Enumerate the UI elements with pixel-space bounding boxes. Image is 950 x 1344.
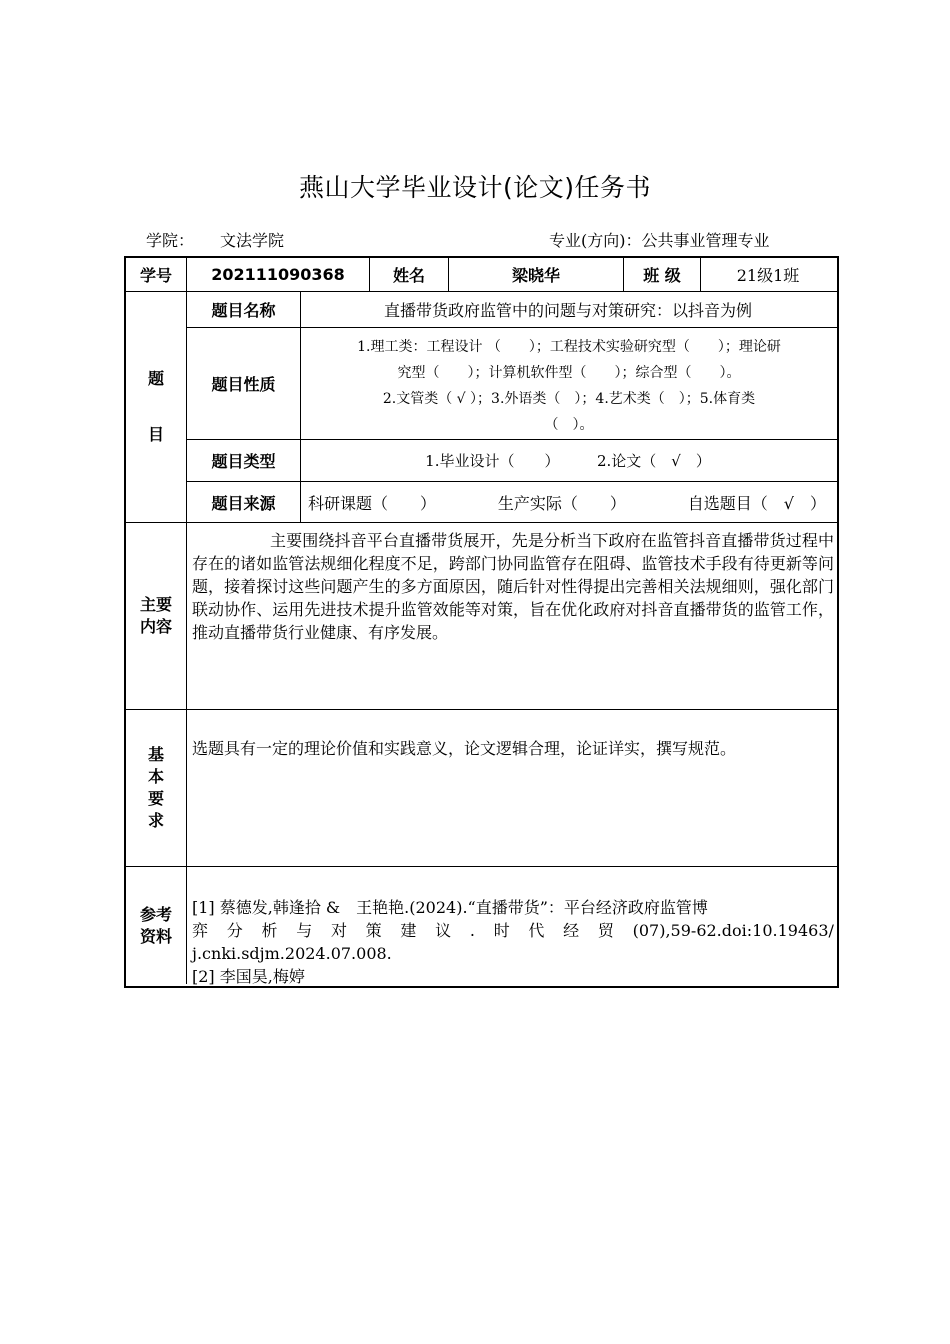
main-content-text: 主要围绕抖音平台直播带货展开，先是分析当下政府在监管抖音直播带货过程中存在的诸如监管法规细化程度不足，跨部门协同监管存在阻碍、监管技术手段有待更新等问题，接着探讨这些问题产生的多方面原因，随后针对性得提出完善相关法规细则，强化部门联动协作、运用先进技术提升监管效能等对策，旨在优化政府对抖音直播带货的监管工作，推动直播带货行业健康、有序发展。 <box>192 531 834 642</box>
topic-nature-label: 题目性质 <box>211 375 276 394</box>
ref-char: 与 <box>296 921 313 940</box>
requirements-label-char: 要 <box>147 789 164 808</box>
topic-section-label <box>126 292 186 522</box>
college-label: 学院： <box>146 231 195 250</box>
nature-line: 2.文管类（ √ ）；3.外语类（ ）；4.艺术类（ ）；5.体育类 <box>382 391 756 407</box>
requirements-label <box>126 710 186 866</box>
row-divider <box>124 866 839 867</box>
references-label-line: 资料 <box>139 926 172 946</box>
main-content-label-line: 主要 <box>139 595 172 614</box>
ref-char: 析 <box>261 921 278 940</box>
ref-char: . <box>469 921 475 940</box>
student-id-label: 学号 <box>139 266 172 285</box>
student-name-label: 姓名 <box>392 266 425 285</box>
class-value: 21级1班 <box>736 266 800 285</box>
topic-type-value: 1.毕业设计（ ） 2.论文（ √ ） <box>425 452 711 470</box>
ref-char: 建 <box>400 921 417 940</box>
topic-name-value: 直播带货政府监管中的问题与对策研究：以抖音为例 <box>383 301 752 320</box>
reference-1-line: [1] 蔡德发,韩逢拾 & 王艳艳.(2024).“直播带货”：平台经济政府监管博 <box>192 898 708 917</box>
references-label <box>126 867 186 984</box>
reference-2: [2] 李国昊,梅婷 <box>192 967 305 986</box>
student-name-value: 梁晓华 <box>511 266 560 285</box>
major-label: 专业(方向)： <box>549 231 642 250</box>
ref-char: 议 <box>435 921 452 940</box>
source-option-research: 科研课题（ ） <box>308 493 437 513</box>
document-title: 燕山大学毕业设计(论文)任务书 <box>298 173 651 202</box>
row-divider <box>124 522 839 523</box>
major-value: 公共事业管理专业 <box>641 231 770 250</box>
source-option-production: 生产实际（ ） <box>497 493 626 513</box>
main-content-label-line: 内容 <box>139 617 172 636</box>
main-content-label <box>126 523 186 709</box>
class-label: 班 级 <box>643 266 681 285</box>
ref-char: 策 <box>365 921 382 940</box>
nature-line: （ ）。 <box>544 417 594 433</box>
row-divider <box>124 709 839 710</box>
ref-char: 分 <box>226 921 243 940</box>
reference-1-line-spread <box>192 919 834 942</box>
topic-label-char: 目 <box>147 425 164 444</box>
topic-label-char: 题 <box>147 369 164 388</box>
ref-char: 经 <box>563 921 580 940</box>
references-label-line: 参考 <box>139 904 172 924</box>
topic-nature-options <box>304 334 834 440</box>
student-id-value: 202111090368 <box>211 265 345 284</box>
topic-name-label: 题目名称 <box>211 301 276 320</box>
ref-char: 时 <box>493 921 510 940</box>
requirements-label-char: 求 <box>147 811 164 830</box>
topic-type-label: 题目类型 <box>211 452 276 471</box>
requirements-text: 选题具有一定的理论价值和实践意义，论文逻辑合理，论证详实，撰写规范。 <box>192 739 737 758</box>
requirements-label-char: 基 <box>147 745 164 764</box>
ref-char: (07),59-62.doi:10.19463/ <box>632 921 834 940</box>
task-table <box>124 256 839 988</box>
nature-line: 究型（ ）；计算机软件型（ ）；综合型（ ）。 <box>397 365 741 381</box>
major-info <box>549 228 770 251</box>
ref-char: 代 <box>528 921 545 940</box>
references-list <box>192 896 834 988</box>
ref-char: 对 <box>330 921 347 940</box>
source-option-self-selected: 自选题目（ √ ） <box>687 493 826 513</box>
ref-char: 弈 <box>192 921 209 940</box>
college-value: 文法学院 <box>220 231 285 250</box>
requirements-label-char: 本 <box>147 767 164 786</box>
topic-source-label: 题目来源 <box>211 493 276 513</box>
topic-source-options <box>308 482 826 522</box>
ref-char: 贸 <box>597 921 614 940</box>
reference-1-line: j.cnki.sdjm.2024.07.008. <box>192 944 392 963</box>
nature-line: 1.理工类：工程设计 （ ）；工程技术实验研究型（ ）；理论研 <box>357 339 781 355</box>
college-info <box>146 228 284 251</box>
